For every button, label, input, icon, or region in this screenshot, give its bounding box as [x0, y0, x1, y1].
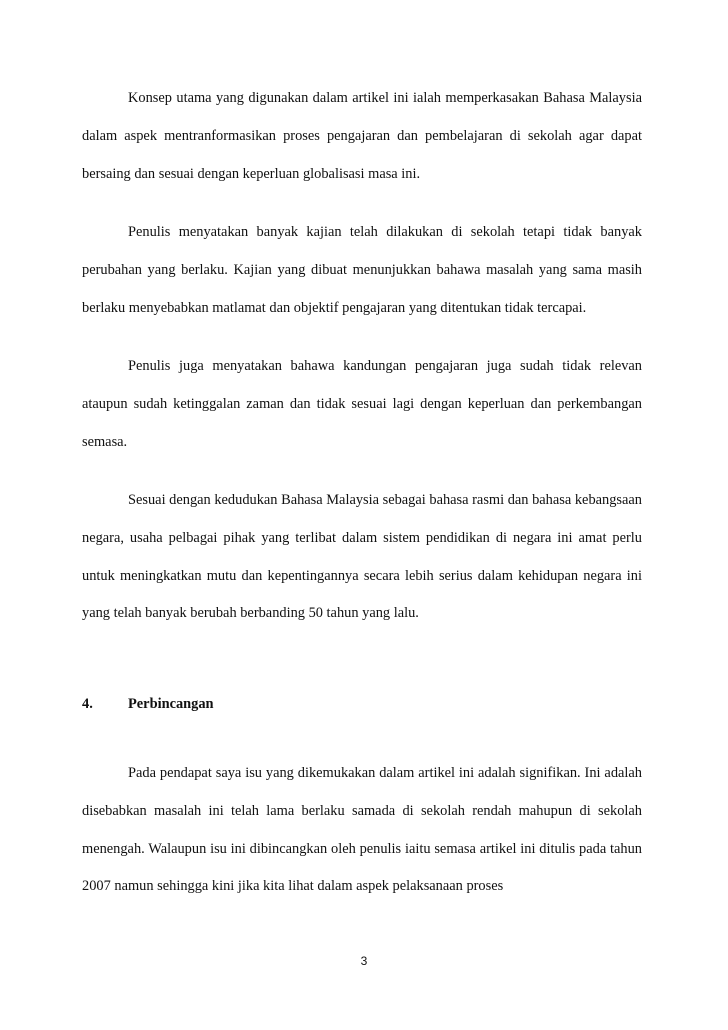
section-heading	[82, 686, 642, 724]
paragraph-konsep-utama: Konsep utama yang digunakan dalam artikel ini ialah memperkasakan Bahasa Malaysia dalam aspek mentranformasikan proses pengajaran dan pembelajaran di sekolah agar dapat bersaing dan sesuai dengan keperluan globalisasi masa ini.	[82, 90, 642, 182]
paragraph-pendapat: Pada pendapat saya isu yang dikemukakan dalam artikel ini adalah signifikan. Ini adalah disebabkan masalah ini telah lama berlaku samada di sekolah rendah mahupun di sekolah menengah. Walaupun isu ini dibincangkan oleh penulis iaitu semasa artikel ini ditulis pada tahun 2007 namun sehingga kini jika kita lihat dalam aspek pelaksanaan proses	[82, 765, 642, 895]
paragraph-kedudukan-bahasa: Sesuai dengan kedudukan Bahasa Malaysia sebagai bahasa rasmi dan bahasa kebangsaan negara, usaha pelbagai pihak yang terlibat dalam sistem pendidikan di negara ini amat perlu untuk meningkatkan mutu dan kepentingannya secara lebih serius dalam kehidupan negara ini yang telah banyak berubah berbanding 50 tahun yang lalu.	[82, 492, 642, 622]
paragraph-kajian: Penulis menyatakan banyak kajian telah dilakukan di sekolah tetapi tidak banyak perubahan yang berlaku. Kajian yang dibuat menunjukkan bahawa masalah yang sama masih berlaku menyebabkan matlamat dan objektif pengajaran yang ditentukan tidak tercapai.	[82, 224, 642, 316]
page-number: 3	[360, 954, 368, 968]
section-number: 4.	[82, 696, 93, 712]
paragraph-kandungan: Penulis juga menyatakan bahawa kandungan pengajaran juga sudah tidak relevan ataupun sudah ketinggalan zaman dan tidak sesuai lagi dengan keperluan dan perkembangan semasa.	[82, 358, 642, 450]
section-title: Perbincangan	[128, 696, 214, 712]
